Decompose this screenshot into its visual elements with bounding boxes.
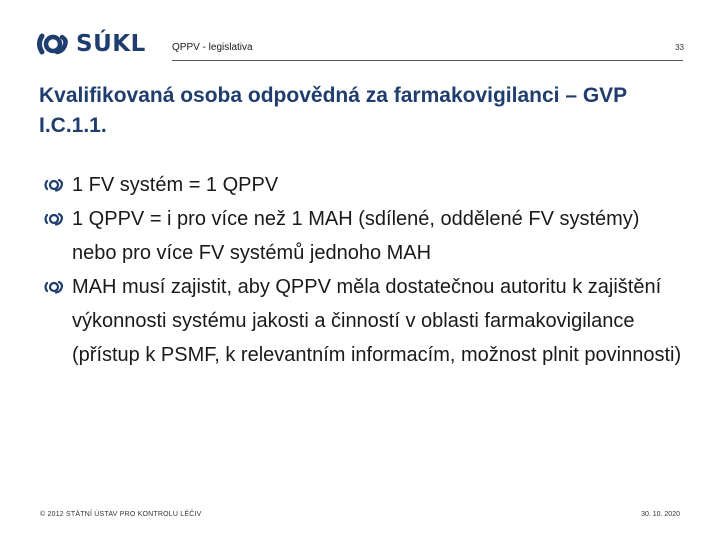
logo-text: SÚKL	[76, 30, 146, 57]
bullet-item	[44, 202, 684, 270]
bullet-text: 1 FV systém = 1 QPPV	[72, 174, 279, 196]
bullet-swirl-icon	[44, 211, 64, 227]
bullet-text: 1 QPPV = i pro více než 1 MAH (sdílené, oddělené FV systémy) nebo pro více FV systémů jednoho MAH	[72, 208, 640, 264]
slide-number: 33	[675, 43, 684, 52]
footer-copyright: © 2012 STÁTNÍ ÚSTAV PRO KONTROLU LÉČIV	[40, 511, 202, 518]
bullet-item	[44, 168, 684, 202]
slide-title: Kvalifikovaná osoba odpovědná za farmakovigilanci – GVP I.C.1.1.	[39, 84, 627, 137]
bullet-list	[44, 168, 684, 372]
header-subject: QPPV - legislativa	[172, 42, 253, 53]
bullet-item	[44, 270, 684, 372]
sukl-logo	[36, 31, 146, 57]
bullet-swirl-icon	[44, 279, 64, 295]
bullet-swirl-icon	[44, 177, 64, 193]
header-divider	[172, 60, 683, 61]
sukl-logo-icon	[36, 31, 70, 57]
bullet-text: MAH musí zajistit, aby QPPV měla dostatečnou autoritu k zajištění výkonnosti systému jakosti a činností v oblasti farmakovigilance (přístup k PSMF, k relevantním informacím, možnost plnit povinnosti)	[72, 276, 682, 366]
footer-date: 30. 10. 2020	[641, 511, 680, 518]
